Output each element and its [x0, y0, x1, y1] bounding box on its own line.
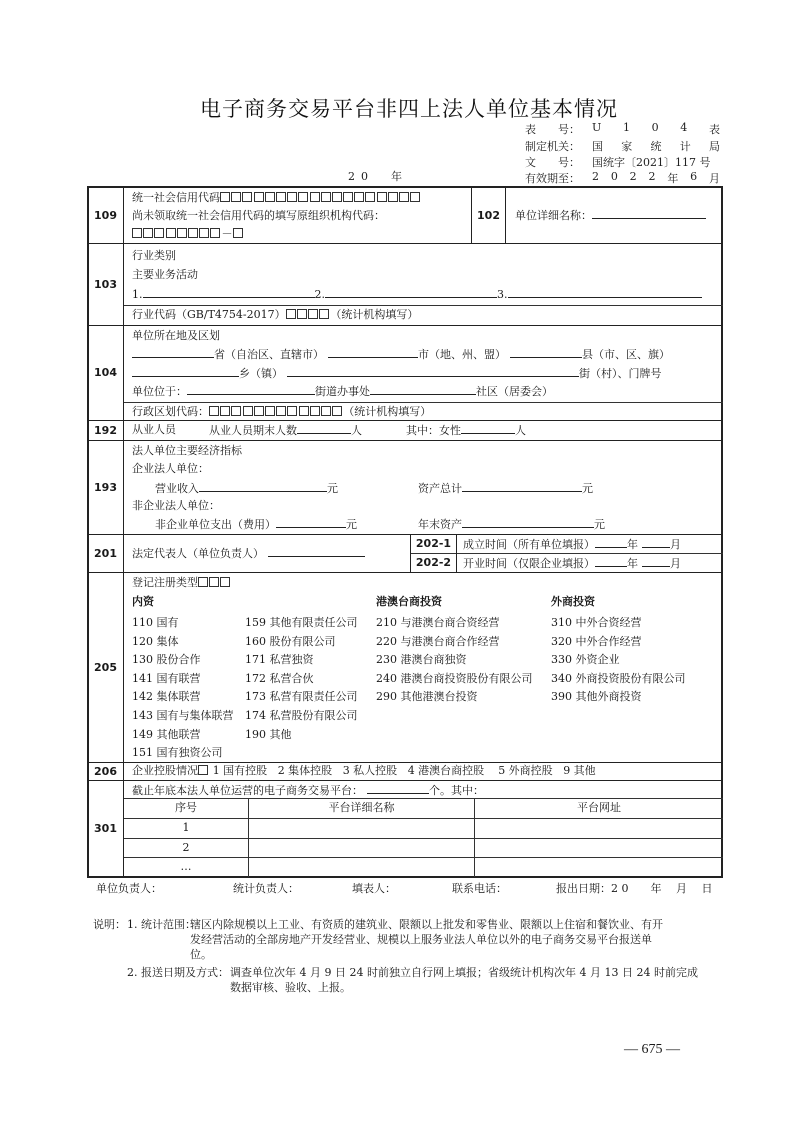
- female-count-field: [406, 423, 526, 438]
- opening-date-field: [463, 556, 681, 571]
- row-code: 104: [94, 366, 117, 379]
- input-box[interactable]: [199, 228, 209, 238]
- employee-count-field: [209, 423, 362, 438]
- input-box[interactable]: [231, 192, 241, 202]
- input-box[interactable]: [233, 228, 243, 238]
- input-box[interactable]: [265, 192, 275, 202]
- input-box[interactable]: [177, 228, 187, 238]
- holding-option: 1 国有控股: [212, 764, 268, 777]
- activity-1-input[interactable]: [143, 287, 315, 298]
- inner-divider: [123, 402, 723, 403]
- input-box[interactable]: [143, 228, 153, 238]
- economic-indicators-label: 法人单位主要经济指标: [132, 444, 242, 457]
- domestic-heading: 内资: [132, 595, 154, 608]
- established-year-unit: 年: [627, 538, 638, 551]
- expense-unit: 元: [346, 518, 357, 531]
- admin-code-boxes[interactable]: [209, 405, 343, 418]
- township-label: 乡（镇）: [239, 367, 283, 380]
- valid-char: 0: [610, 170, 618, 183]
- holding-label: 企业控股情况: [132, 764, 198, 777]
- valid-char: 2: [648, 170, 656, 183]
- employee-count-unit: 人: [351, 424, 362, 437]
- report-date-value: 2 0 年 月 日: [611, 882, 713, 895]
- valid-label: 有效期至：: [525, 172, 580, 185]
- industry-label: 行业类别: [132, 249, 176, 262]
- row-divider: [87, 440, 723, 441]
- table-no-char: 0: [651, 121, 659, 134]
- inner-divider: [123, 838, 723, 839]
- authority-char: 家: [621, 140, 633, 153]
- stat-head-label: 统计负责人：: [233, 882, 299, 895]
- input-box[interactable]: [132, 228, 142, 238]
- province-input[interactable]: [132, 347, 214, 358]
- input-box[interactable]: [321, 192, 331, 202]
- registration-type-option: 171 私营独资: [245, 653, 314, 667]
- activity-3-input[interactable]: [508, 287, 702, 298]
- county-label: 县（市、区、旗）: [582, 348, 670, 361]
- input-box[interactable]: [286, 309, 296, 319]
- activity-1-label: 1.: [132, 288, 143, 301]
- subdistrict-label: 街道办事处: [315, 385, 370, 398]
- input-box[interactable]: [154, 228, 164, 238]
- input-box[interactable]: [198, 577, 208, 587]
- report-date-field: [556, 880, 713, 896]
- holding-option: 5 外商控股: [498, 764, 553, 777]
- registration-type-option: 310 中外合资经营: [551, 616, 642, 629]
- report-year: 20 年: [348, 170, 408, 183]
- row-code: 206: [94, 764, 117, 778]
- inner-divider: [123, 857, 723, 858]
- valid-char: 年: [667, 172, 679, 185]
- input-box[interactable]: [287, 406, 297, 416]
- input-box[interactable]: [188, 228, 198, 238]
- legal-rep-field: [132, 546, 365, 561]
- unit-head-label: 单位负责人：: [96, 882, 162, 895]
- street-label: 街（村）、门牌号: [579, 367, 662, 380]
- notes-prefix: 说明：: [93, 918, 126, 931]
- row-divider: [87, 534, 723, 535]
- input-box[interactable]: [299, 406, 309, 416]
- input-box[interactable]: [242, 192, 252, 202]
- valid-char: 2: [629, 170, 637, 183]
- admin-code-note: （统计机构填写）: [343, 405, 432, 418]
- valid-char: 月: [708, 172, 720, 185]
- subdistrict-input[interactable]: [187, 384, 315, 395]
- row-code: 205: [94, 660, 117, 674]
- registration-type-option: 149 其他联营: [132, 727, 201, 741]
- registration-type-option: 143 国有与集体联营: [132, 709, 234, 722]
- input-box[interactable]: [220, 577, 230, 587]
- input-box[interactable]: [310, 406, 320, 416]
- credit-code-boxes[interactable]: [220, 191, 421, 204]
- opening-month-unit: 月: [670, 557, 681, 570]
- street-input[interactable]: [287, 366, 579, 377]
- legal-rep-label: 法定代表人（单位负责人）: [132, 547, 264, 560]
- note-2-text: [230, 965, 698, 995]
- holding-checkbox[interactable]: [198, 765, 208, 775]
- platform-row-seq: 2: [182, 841, 190, 854]
- valid-value: [592, 170, 720, 186]
- unit-name-label: 单位详细名称：: [515, 209, 592, 222]
- input-box[interactable]: [220, 192, 230, 202]
- table-no-label: 表 号：: [525, 123, 580, 136]
- admin-code-label: 行政区划代码：: [132, 405, 209, 418]
- registration-type-boxes[interactable]: [198, 576, 232, 589]
- row-divider: [87, 762, 723, 763]
- registration-type-option: 141 国有联营: [132, 671, 201, 685]
- registration-type-option: 390 其他外商投资: [551, 690, 642, 704]
- year-end-assets-unit: 元: [594, 518, 605, 531]
- industry-code-boxes[interactable]: [286, 308, 331, 321]
- registration-type-option: 174 私营股份有限公司: [245, 709, 358, 722]
- note-1-line: 位。: [190, 948, 212, 961]
- registration-type-option: 290 其他港澳台投资: [376, 690, 478, 704]
- registration-type-option: 172 私营合伙: [245, 671, 314, 685]
- column-divider: [456, 534, 457, 572]
- city-label: 市（地、州、盟）: [418, 348, 506, 361]
- legal-rep-input[interactable]: [268, 546, 365, 557]
- located-at-label: 单位位于：: [132, 385, 187, 398]
- table-no-value: [592, 121, 720, 137]
- platform-count-field: [132, 783, 484, 798]
- employees-label: 从业人员: [132, 423, 176, 436]
- input-box[interactable]: [297, 309, 307, 319]
- valid-char: 2: [592, 170, 599, 183]
- platform-row-seq: 1: [182, 821, 190, 834]
- input-box[interactable]: [321, 406, 331, 416]
- input-box[interactable]: [377, 192, 387, 202]
- input-box[interactable]: [210, 228, 220, 238]
- filler-label: 填表人：: [352, 882, 396, 895]
- platform-count-label: 截止年底本法人单位运营的电子商务交易平台：: [132, 784, 363, 797]
- org-code-field[interactable]: [132, 227, 244, 241]
- registration-type-option: 151 国有独资公司: [132, 746, 223, 760]
- input-box[interactable]: [254, 192, 264, 202]
- community-input[interactable]: [370, 384, 476, 395]
- col-header-platform-name: 平台详细名称: [328, 801, 395, 814]
- activity-2-label: 2.: [314, 288, 325, 301]
- doc-no-value: 国统字〔2021〕117 号: [592, 156, 711, 169]
- established-date-label: 成立时间（所有单位填报）: [463, 538, 595, 551]
- org-code-label: 尚未领取统一社会信用代码的填写原组织机构代码：: [132, 209, 385, 222]
- industry-code-field[interactable]: [132, 308, 418, 322]
- input-box[interactable]: [399, 192, 409, 202]
- input-box[interactable]: [319, 309, 329, 319]
- form-title: 电子商务交易平台非四上法人单位基本情况: [200, 97, 618, 121]
- inner-divider: [123, 818, 723, 819]
- valid-char: 6: [690, 170, 698, 183]
- registration-type-option: 173 私营有限责任公司: [245, 690, 358, 704]
- city-input[interactable]: [328, 347, 418, 358]
- credit-code-field[interactable]: [132, 191, 421, 205]
- col-header-platform-url: 平台网址: [577, 801, 621, 814]
- established-month-unit: 月: [670, 538, 681, 551]
- input-box[interactable]: [332, 406, 342, 416]
- report-date-label: 报出日期：: [556, 882, 611, 895]
- input-box[interactable]: [308, 309, 318, 319]
- admin-code-field[interactable]: [132, 405, 431, 419]
- row-divider: [87, 572, 723, 573]
- holding-option: 9 其他: [563, 764, 596, 777]
- inner-divider: [123, 305, 723, 306]
- org-code-dash: －: [221, 227, 233, 240]
- established-month-input[interactable]: [642, 537, 670, 548]
- registration-type-option: 210 与港澳台商合资经营: [376, 616, 500, 629]
- opening-month-input[interactable]: [642, 556, 670, 567]
- row-code: 103: [94, 277, 117, 291]
- input-box[interactable]: [265, 406, 275, 416]
- platform-count-suffix: 个。其中：: [429, 784, 484, 797]
- page-number: — 675 —: [624, 1042, 680, 1057]
- input-box[interactable]: [365, 192, 375, 202]
- phone-label: 联系电话：: [452, 882, 507, 895]
- row-divider: [87, 780, 723, 781]
- input-box[interactable]: [254, 406, 264, 416]
- row-code: 102: [477, 208, 500, 222]
- input-box[interactable]: [209, 577, 219, 587]
- registration-type-option: 340 外商投资股份有限公司: [551, 671, 686, 685]
- input-box[interactable]: [310, 192, 320, 202]
- column-divider: [505, 187, 506, 243]
- unit-name-input[interactable]: [592, 208, 706, 219]
- revenue-label: 营业收入: [155, 482, 199, 495]
- registration-type-option: 220 与港澳台商合作经营: [376, 634, 500, 648]
- registration-type-option: 330 外资企业: [551, 653, 620, 667]
- row-code: 202-1: [415, 537, 452, 550]
- registration-type-option: 320 中外合作经营: [551, 634, 642, 648]
- input-box[interactable]: [166, 228, 176, 238]
- platform-count-input[interactable]: [367, 783, 429, 794]
- year-end-assets-field: [418, 517, 605, 532]
- row-divider: [87, 243, 723, 244]
- input-box[interactable]: [287, 192, 297, 202]
- credit-code-label: 统一社会信用代码: [132, 191, 220, 204]
- registration-type-option: 240 港澳台商投资股份有限公司: [376, 671, 533, 685]
- industry-code-label: 行业代码（GB/T4754-2017）: [132, 308, 286, 321]
- row-code: 301: [94, 822, 117, 835]
- note-2-line: 数据审核、验收、上报。: [230, 981, 351, 994]
- note-1-line: 发经营活动的全部房地产开发经营业、规模以上服务业法人单位以外的电子商务交易平台报送单: [190, 933, 652, 946]
- opening-year-input[interactable]: [595, 556, 627, 567]
- row-code: 109: [94, 208, 117, 222]
- table-no-char: U: [592, 121, 602, 134]
- input-box[interactable]: [388, 192, 398, 202]
- holding-option: 3 私人控股: [342, 764, 398, 777]
- foreign-heading: 外商投资: [551, 595, 595, 608]
- female-count-label: 其中：女性: [406, 424, 461, 437]
- registration-type-option: 130 股份合作: [132, 653, 201, 667]
- org-code-boxes[interactable]: [132, 227, 222, 240]
- location-line-2: [132, 366, 662, 381]
- total-assets-label: 资产总计: [418, 482, 462, 495]
- input-box[interactable]: [354, 192, 364, 202]
- input-box[interactable]: [231, 406, 241, 416]
- authority-label: 制定机关：: [525, 140, 580, 153]
- col-header-seq: 序号: [175, 801, 197, 814]
- authority-char: 局: [709, 140, 720, 153]
- input-box[interactable]: [243, 406, 253, 416]
- registration-type-option: 190 其他: [245, 727, 292, 741]
- input-box[interactable]: [298, 192, 308, 202]
- province-label: 省（自治区、直辖市）: [214, 348, 324, 361]
- registration-type-label: 登记注册类型: [132, 576, 198, 589]
- row-code: 192: [94, 423, 117, 437]
- holding-option: 4 港澳台商控股: [407, 764, 485, 777]
- doc-no-label: 文 号：: [525, 156, 580, 169]
- authority-char: 统: [650, 140, 662, 153]
- note-1-line: 辖区内除规模以上工业、有资质的建筑业、限额以上批发和零售业、限额以上住宿和餐饮业、有开: [190, 918, 663, 931]
- registration-type-option: 160 股份有限公司: [245, 634, 336, 648]
- note-2-line: 调查单位次年 4 月 9 日 24 时前独立自行网上填报；省级统计机构次年 4 月 13 日 24 时前完成: [230, 966, 698, 979]
- registration-type-option: 120 集体: [132, 634, 179, 648]
- note-1-label: 1. 统计范围：: [127, 918, 196, 931]
- note-1-text: [190, 917, 663, 962]
- row-divider: [87, 325, 723, 326]
- opening-date-label: 开业时间（仅限企业填报）: [463, 557, 595, 570]
- input-box[interactable]: [276, 406, 286, 416]
- row-code: 193: [94, 480, 117, 494]
- industry-code-note: （统计机构填写）: [330, 308, 419, 321]
- registration-type-field[interactable]: [132, 576, 232, 590]
- expense-input[interactable]: [276, 517, 346, 528]
- revenue-input[interactable]: [199, 481, 327, 492]
- authority-char: 国: [592, 140, 603, 153]
- female-count-unit: 人: [515, 424, 526, 437]
- registration-type-option: 142 集体联营: [132, 690, 201, 704]
- activity-3-label: 3.: [497, 288, 508, 301]
- note-2-label: 2. 报送日期及方式：: [127, 966, 229, 979]
- registration-type-option: 230 港澳台商独资: [376, 653, 467, 667]
- authority-char: 计: [679, 140, 691, 153]
- revenue-unit: 元: [327, 482, 338, 495]
- code-column-divider: [123, 187, 124, 877]
- activity-label: 主要业务活动: [132, 268, 198, 281]
- registration-type-option: 110 国有: [132, 616, 179, 629]
- input-box[interactable]: [332, 192, 342, 202]
- inner-divider: [123, 798, 723, 799]
- location-label: 单位所在地及区划: [132, 329, 220, 342]
- expense-field: [155, 517, 357, 532]
- holding-field: [132, 764, 596, 778]
- employee-count-input[interactable]: [297, 423, 351, 434]
- row-code: 202-2: [415, 556, 452, 569]
- established-year-input[interactable]: [595, 537, 627, 548]
- county-input[interactable]: [510, 347, 582, 358]
- hmt-heading: 港澳台商投资: [376, 595, 442, 608]
- revenue-field: [155, 481, 338, 496]
- holding-option: 2 集体控股: [277, 764, 333, 777]
- authority-value: [592, 138, 720, 154]
- table-no-char: 表: [708, 123, 720, 136]
- input-box[interactable]: [220, 406, 230, 416]
- enterprise-label: 企业法人单位：: [132, 462, 209, 475]
- input-box[interactable]: [276, 192, 286, 202]
- total-assets-unit: 元: [582, 482, 593, 495]
- activity-2-input[interactable]: [325, 287, 497, 298]
- community-label: 社区（居委会）: [476, 385, 553, 398]
- employee-count-label: 从业人员期末人数: [209, 424, 297, 437]
- established-date-field: [463, 537, 681, 552]
- year-end-assets-label: 年末资产: [418, 518, 462, 531]
- opening-year-unit: 年: [627, 557, 638, 570]
- table-no-char: 1: [622, 121, 630, 134]
- location-line-3: [132, 384, 553, 399]
- registration-type-option: 159 其他有限责任公司: [245, 616, 358, 629]
- unit-name-field[interactable]: [515, 208, 706, 223]
- total-assets-input[interactable]: [462, 481, 582, 492]
- female-count-input[interactable]: [461, 423, 515, 434]
- input-box[interactable]: [410, 192, 420, 202]
- table-no-char: 4: [680, 121, 688, 134]
- row-code: 201: [94, 546, 117, 560]
- total-assets-field: [418, 481, 593, 496]
- year-end-assets-input[interactable]: [462, 517, 594, 528]
- non-enterprise-label: 非企业法人单位：: [132, 499, 220, 512]
- township-input[interactable]: [132, 366, 239, 377]
- expense-label: 非企业单位支出（费用）: [155, 518, 276, 531]
- input-box[interactable]: [209, 406, 219, 416]
- org-code-check-box[interactable]: [233, 227, 244, 240]
- location-line-1: [132, 347, 670, 362]
- platform-row-seq: …: [180, 860, 192, 873]
- activity-inputs: [132, 287, 702, 302]
- row-divider: [87, 420, 723, 421]
- input-box[interactable]: [343, 192, 353, 202]
